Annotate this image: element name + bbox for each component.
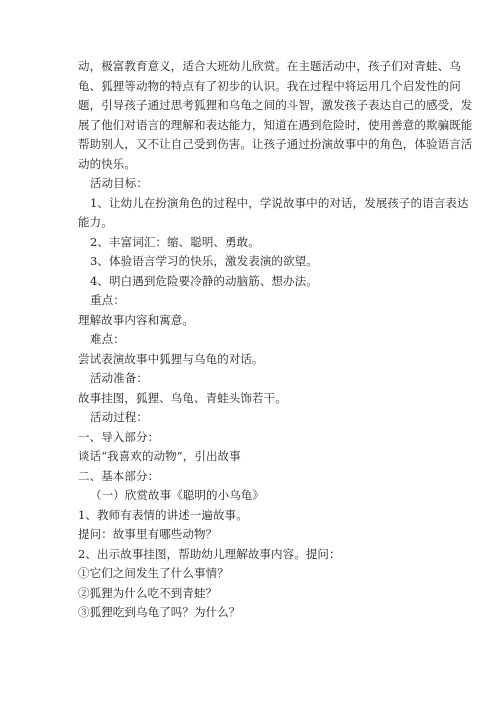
- difficulty-heading: 难点：: [90, 332, 125, 346]
- intro-line: 帮助别人，又不让自己受到伤害。让孩子通过扮演故事中的角色，体验语言活: [78, 137, 473, 151]
- preparation-text: 故事挂图，狐狸、乌龟、青蛙头饰若干。: [78, 390, 287, 405]
- question-1: ①它们之间发生了什么事情？: [78, 566, 229, 580]
- part1-heading: 一、导入部分：: [78, 429, 160, 444]
- step1: 1、教师有表情的讲述一遍故事。: [78, 507, 248, 522]
- section1-title: （一）欣赏故事《聪明的小乌龟》: [90, 488, 264, 502]
- question-3: ③狐狸吃到乌龟了吗？为什么？: [78, 605, 241, 619]
- intro-line: 题，引导孩子通过思考狐狸和乌龟之间的斗智，激发孩子表达自己的感受，发: [78, 98, 473, 112]
- intro-line: 动的快乐。: [78, 156, 136, 171]
- difficulty-text: 尝试表演故事中狐狸与乌龟的对话。: [78, 351, 264, 366]
- document-body: [78, 57, 473, 623]
- intro-line: 龟、狐狸等动物的特点有了初步的认识。我在过程中将运用几个启发性的问: [78, 78, 461, 93]
- preparation-heading: 活动准备：: [90, 371, 148, 385]
- key-point-heading: 重点：: [90, 293, 125, 307]
- goal-item-1: 1、让幼儿在扮演角色的过程中，学说故事中的对话，发展孩子的语言表达: [90, 195, 469, 210]
- intro-line: 动，极富教育意义，适合大班幼儿欣赏。在主题活动中，孩子们对青蛙、乌: [78, 59, 461, 73]
- question-2: ②狐狸为什么吃不到青蛙？: [78, 585, 218, 600]
- process-heading: 活动过程：: [90, 410, 148, 424]
- goal-item-3: 3、体验语言学习的快乐，激发表演的欲望。: [90, 254, 318, 268]
- goal-item-1-continued: 能力。: [78, 215, 113, 229]
- part2-heading: 二、基本部分：: [78, 468, 160, 483]
- intro-line: 展了他们对语言的理解和表达能力，知道在遇到危险时，使用善意的欺骗既能: [78, 117, 473, 132]
- goal-item-4: 4、明白遇到危险要冷静的动脑筋、想办法。: [90, 273, 318, 288]
- goals-heading: 活动目标：: [90, 176, 148, 190]
- step2: 2、出示故事挂图，帮助幼儿理解故事内容。提问：: [78, 546, 341, 561]
- step1-question: 提问：故事里有哪些动物？: [78, 527, 218, 541]
- part1-text: 谈话“我喜欢的动物”，引出故事: [78, 449, 241, 463]
- goal-item-2: 2、丰富词汇：缩、聪明、勇敢。: [90, 234, 260, 249]
- key-point-text: 理解故事内容和寓意。: [78, 312, 194, 327]
